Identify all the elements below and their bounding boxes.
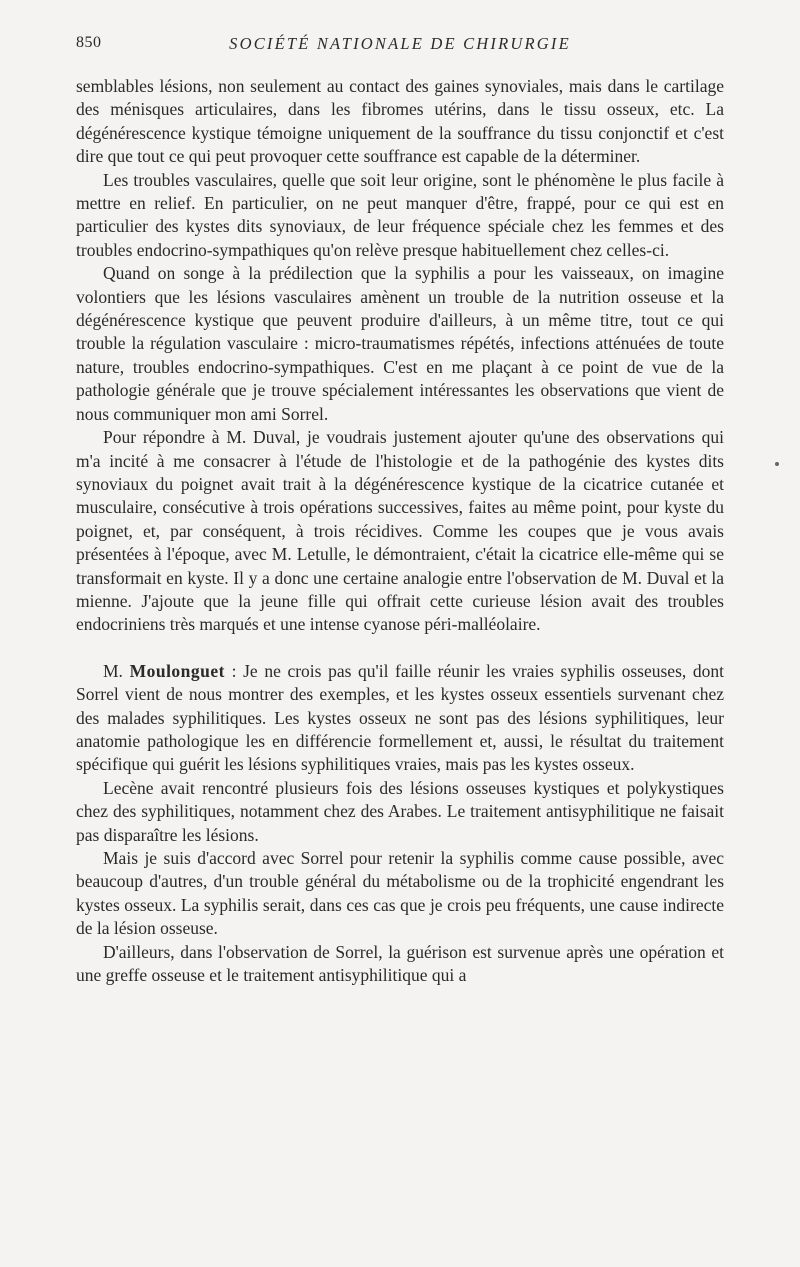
margin-dot-mark [775,462,779,466]
paragraph-syphilis-vessels: Quand on songe à la prédilection que la syphilis a pour les vaisseaux, on imagine volontiers que les lésions vasculaires amènent un trouble de la nutrition osseuse et la dégénérescence kystique que peuvent produire d'ailleurs, à un même titre, tout ce qui trouble la régulation vasculaire : micro-traumatismes répétés, infections atténuées de toute nature, troubles endocrino-sympathiques. C'est en me plaçant à ce point de vue de la pathologie générale que je trouve spécialement intéressantes les observations que vient de nous communiquer mon ami Sorrel. [76,263,724,424]
speaker-prefix: M. [103,660,130,681]
running-title: SOCIÉTÉ NATIONALE DE CHIRURGIE [229,34,571,53]
speaker-name: Moulonguet [129,660,225,681]
paragraph-observation-sorrel: D'ailleurs, dans l'observation de Sorrel, la guérison est survenue après une opération et une greffe osseuse et le traitement antisyphilitique qui a [76,941,724,986]
page-number: 850 [76,34,102,51]
paragraph-agreement-sorrel: Mais je suis d'accord avec Sorrel pour retenir la syphilis comme cause possible, avec beaucoup d'autres, d'un trouble général du métabolisme ou de la trophicité engendrant les kystes osseux. La syphilis serait, dans ces cas que je crois peu fréquents, une cause indirecte de la lésion osseuse. [76,848,724,939]
page-header [76,34,724,58]
paragraph-continuation: semblables lésions, non seulement au contact des gaines synoviales, mais dans le cartilage des ménisques articulaires, dans les fibromes utérins, dans le tissu osseux, etc. La dégénérescence kystique témoigne uniquement de la souffrance du tissu conjonctif et c'est dire que tout ce qui peut provoquer cette souffrance est capable de la déterminer. [76,76,724,167]
paragraph-reply-duval: Pour répondre à M. Duval, je voudrais justement ajouter qu'une des observations qui m'a incité à me consacrer à l'étude de l'histologie et de la pathogénie des kystes dits synoviaux du poignet avait trait à la dégénérescence kystique de la cicatrice cutanée et musculaire, consécutive à trois opérations successives, faites au même point, pour kyste du poignet, et, par conséquent, à trois récidives. Comme les coupes que je vous avais présentées à l'époque, avec M. Letulle, le démontraient, c'était la cicatrice elle-même qui se transformait en kyste. Il y a donc une certaine analogie entre l'observation de M. Duval et la mienne. J'ajoute que la jeune fille qui offrait cette curieuse lésion avait des troubles endocriniens très marqués et une intense cyanose péri-malléolaire. [76,427,724,635]
speaker-text: : Je ne crois pas qu'il faille réunir les vraies syphilis osseuses, dont Sorrel vient de nous montrer des exemples, et les kystes osseux essentiels survenant chez des malades syphilitiques. Les kystes osseux ne sont pas des lésions syphilitiques, leur anatomie pathologique les en différencie formellement et, aussi, le résultat du traitement spécifique qui guérit les lésions syphilitiques vraies, mais pas les kystes osseux. [76,660,724,775]
section-gap [76,637,724,660]
body-text [76,75,724,987]
paragraph-moulonguet-remarks [76,660,724,777]
paragraph-lecene: Lecène avait rencontré plusieurs fois des lésions osseuses kystiques et polykystiques chez des syphilitiques, notamment chez des Arabes. Le traitement antisyphilitique ne faisait pas disparaître les lésions. [76,777,724,845]
paragraph-vascular-troubles: Les troubles vasculaires, quelle que soit leur origine, sont le phénomène le plus facile à mettre en relief. En particulier, on ne peut manquer d'être, frappé, pour ce qui est en particulier des kystes dits synoviaux, de leur fréquence spéciale chez les femmes et des troubles endocrino-sympathiques qu'on relève presque habituellement chez celles-ci. [76,169,724,260]
